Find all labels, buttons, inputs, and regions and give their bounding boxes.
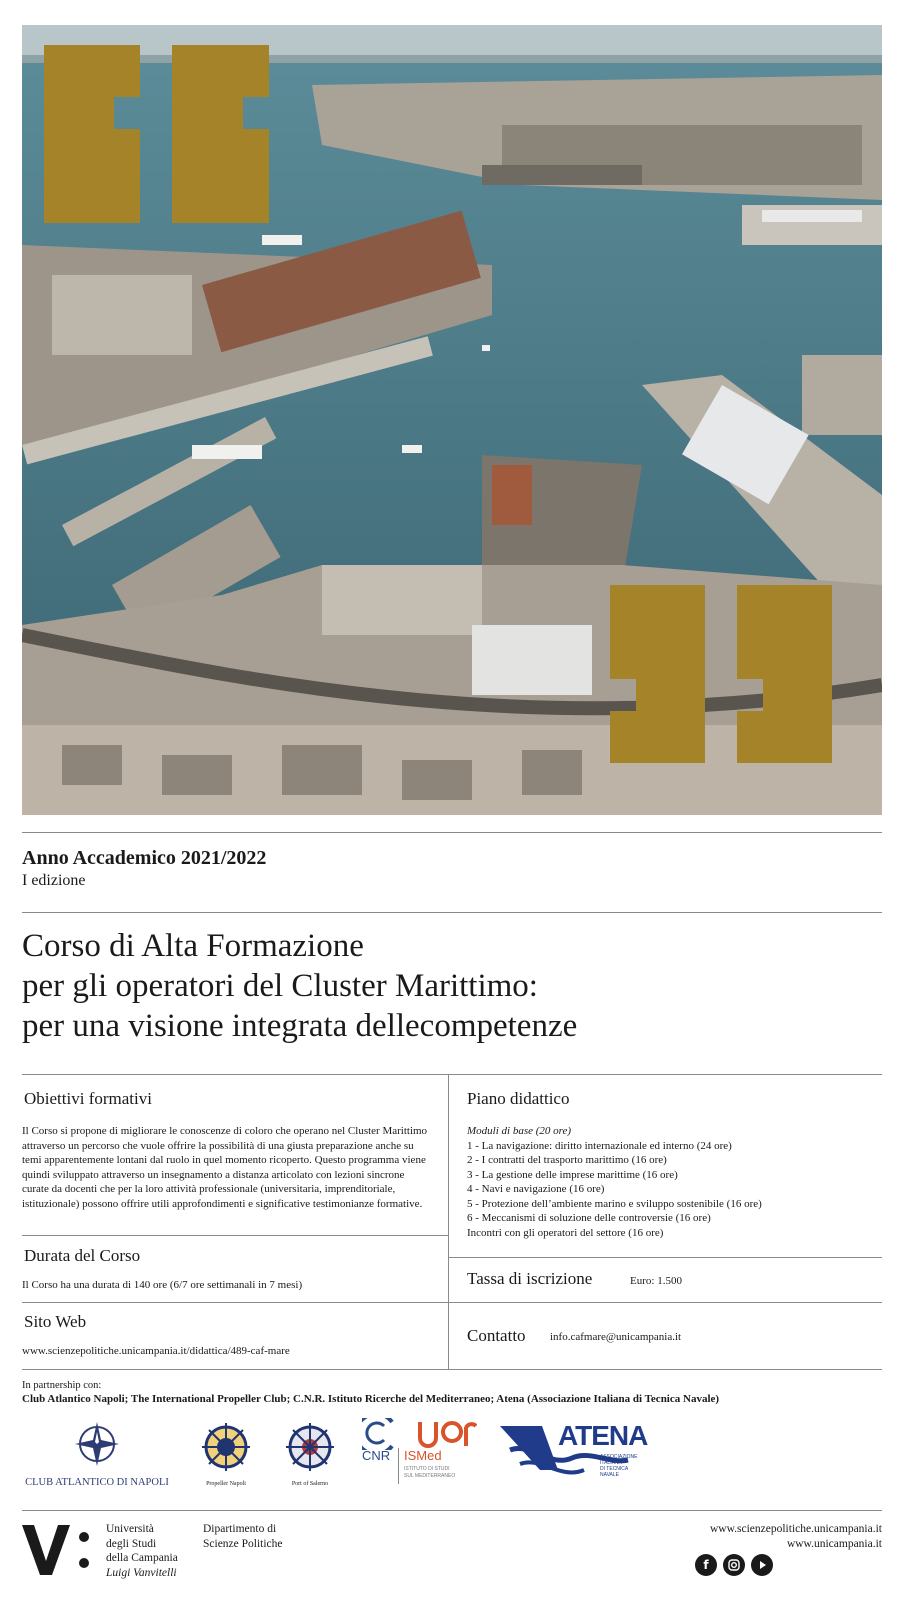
divider <box>22 912 882 913</box>
ismed-label: ISMed <box>404 1448 442 1463</box>
port-of-salerno-logo <box>280 1420 340 1488</box>
duration-heading: Durata del Corso <box>24 1246 141 1265</box>
atena-sub2: ITALIANA <box>600 1460 622 1466</box>
title-line: per gli operatori del Cluster Marittimo: <box>22 968 538 1004</box>
ship-wheel-icon <box>196 1420 256 1476</box>
cnr-ismed-mark <box>362 1418 477 1450</box>
contact-heading: Contatto <box>467 1326 526 1345</box>
vanvitelli-logo <box>22 1523 92 1577</box>
course-title <box>22 926 577 1046</box>
edition: I edizione <box>22 872 86 889</box>
footer-sites <box>710 1522 882 1551</box>
plan-item: 1 - La navigazione: diritto internazionale ed interno (24 ore) <box>467 1139 732 1152</box>
academic-year: Anno Accademico 2021/2022 <box>22 847 267 869</box>
divider <box>22 1302 882 1303</box>
university-name <box>106 1522 178 1580</box>
plan-item: 3 - La gestione delle imprese marittime (16 ore) <box>467 1168 678 1181</box>
ship-wheel-icon <box>280 1420 340 1476</box>
dept-line: Dipartimento di <box>203 1523 277 1535</box>
port-of-salerno-label: Port of Salerno <box>291 1481 329 1487</box>
plan-list <box>467 1124 867 1240</box>
duration-text: Il Corso ha una durata di 140 ore (6/7 ore settimanali in 7 mesi) <box>22 1279 303 1291</box>
footer-site-link[interactable]: www.scienzepolitiche.unicampania.it <box>709 1523 882 1535</box>
objectives-text: Il Corso si propone di migliorare le conoscenze di coloro che operano nel Cluster Marittimo attraverso un percorso che vuole offrire la possibilità di una giusta preparazione anche su temi apparentemente lontani dal ruolo in quel momento ricoperto. Questo programma viene quindi sviluppato attraverso un insegnamento a distanza articolato con lezioni sincrone curate da docenti che per la loro attività professionale (universitaria, imprenditoriale, istituzionale) possono offrire utili approfondimenti e significative testimonianze formative. <box>22 1125 428 1210</box>
divider <box>22 1369 882 1370</box>
plan-heading: Piano didattico <box>467 1089 570 1108</box>
propeller-napoli-logo <box>196 1420 256 1488</box>
partners-list: Club Atlantico Napoli; The International Propeller Club; C.N.R. Istituto Ricerche del Mediterraneo; Atena (Associazione Italiana di Tecnica Navale) <box>22 1393 720 1405</box>
divider <box>22 832 882 833</box>
atena-sub3: DI TECNICA NAVALE <box>600 1466 628 1478</box>
dept-line: Scienze Politiche <box>203 1537 283 1550</box>
title-line: per una visione integrata dellecompetenze <box>22 1008 578 1044</box>
divider <box>22 1074 882 1075</box>
uni-line: Luigi Vanvitelli <box>106 1566 177 1579</box>
atena-label: ATENA <box>558 1420 648 1451</box>
nato-star-icon <box>22 1420 172 1470</box>
atena-logo <box>500 1420 648 1482</box>
youtube-icon[interactable] <box>751 1554 773 1576</box>
plan-item: 5 - Protezione dell’ambiente marino e sviluppo sostenibile (16 ore) <box>467 1197 762 1210</box>
cnr-label: CNR <box>362 1448 391 1463</box>
plan-item: 2 - I contratti del trasporto marittimo (16 ore) <box>467 1154 667 1166</box>
uni-line: della Campania <box>106 1552 178 1564</box>
title-line: Corso di Alta Formazione <box>22 928 364 964</box>
divider <box>22 1510 882 1511</box>
footer-site-link[interactable]: www.unicampania.it <box>786 1537 882 1550</box>
club-atlantico-label: CLUB ATLANTICO DI NAPOLI <box>25 1477 169 1488</box>
fee-value: Euro: 1.500 <box>630 1275 682 1287</box>
website-heading: Sito Web <box>24 1312 87 1331</box>
ismed-sub1: ISTITUTO DI STUDI <box>404 1466 450 1472</box>
plan-item: 4 - Navi e navigazione (16 ore) <box>467 1183 605 1195</box>
fee-heading: Tassa di iscrizione <box>467 1269 593 1288</box>
plan-item: 6 - Meccanismi di soluzione delle controversie (16 ore) <box>467 1212 711 1224</box>
divider <box>22 1235 448 1236</box>
atena-sub1: ASSOCIAZIONE <box>600 1454 638 1460</box>
propeller-napoli-label: Propeller Napoli <box>206 1481 246 1487</box>
divider <box>448 1257 882 1258</box>
hero-port-photo <box>22 25 882 815</box>
instagram-icon[interactable] <box>723 1554 745 1576</box>
department-name <box>203 1522 283 1551</box>
column-divider <box>448 1075 449 1369</box>
facebook-icon[interactable]: f <box>695 1554 717 1576</box>
ismed-sub2: SUL MEDITERRANEO <box>404 1473 456 1479</box>
partners-intro: In partnership con: <box>22 1380 102 1391</box>
cnr-ismed-logo <box>362 1418 477 1488</box>
contact-email[interactable]: info.cafmare@unicampania.it <box>550 1331 682 1343</box>
objectives-heading: Obiettivi formativi <box>24 1089 152 1108</box>
uni-line: Università <box>106 1523 154 1535</box>
website-link[interactable]: www.scienzepolitiche.unicampania.it/didattica/489-caf-mare <box>22 1345 290 1357</box>
plan-item: Incontri con gli operatori del settore (16 ore) <box>467 1226 664 1239</box>
quote-close-icon <box>610 585 832 763</box>
logo-divider <box>398 1448 399 1484</box>
uni-line: degli Studi <box>106 1537 157 1550</box>
quote-open-icon <box>44 45 269 223</box>
plan-subheading: Moduli di base (20 ore) <box>467 1125 572 1137</box>
atena-sub <box>600 1454 645 1478</box>
club-atlantico-logo <box>22 1420 172 1488</box>
